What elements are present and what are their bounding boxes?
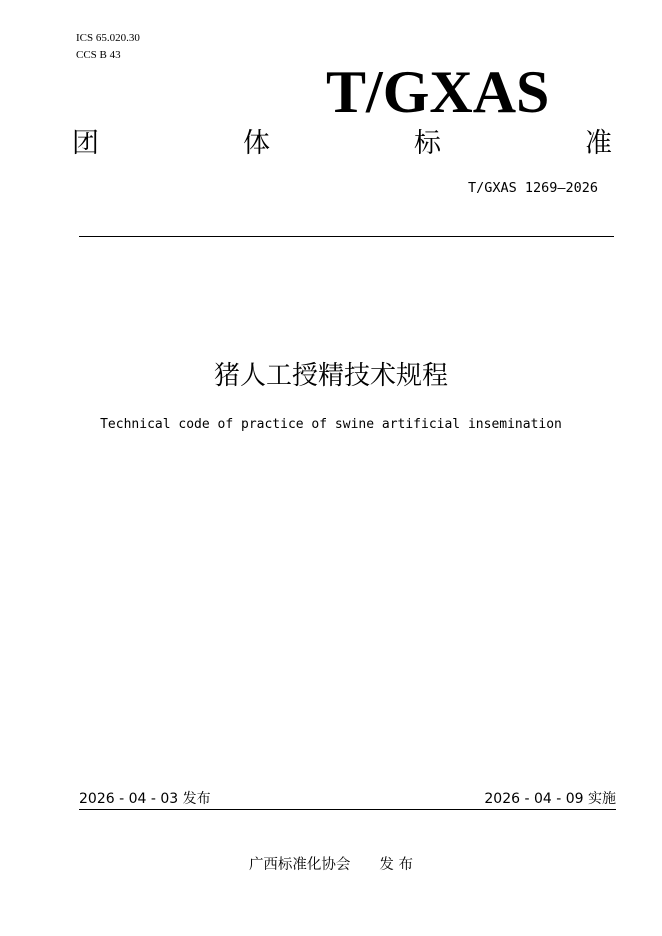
standard-type-char: 团 [72, 128, 99, 159]
organization-code-logo: T/GXAS [326, 59, 550, 125]
standard-type-char: 准 [585, 128, 612, 159]
standard-number: T/GXAS 1269—2026 [467, 180, 598, 196]
ccs-code: CCS B 43 [76, 49, 121, 61]
top-divider [79, 236, 614, 237]
ics-code: ICS 65.020.30 [76, 32, 140, 44]
issue-date: 2026 - 04 - 03 发布 [79, 791, 211, 807]
standard-type-char: 体 [243, 128, 270, 159]
publisher: 广西标准化协会 发 布 [248, 857, 414, 873]
standard-type-heading [72, 126, 612, 162]
implementation-date: 2026 - 04 - 09 实施 [484, 791, 616, 807]
bottom-divider [79, 809, 616, 810]
document-title-english: Technical code of practice of swine artificial insemination [100, 417, 562, 432]
standard-type-char: 标 [414, 128, 441, 159]
document-title-chinese: 猪人工授精技术规程 [213, 361, 448, 391]
